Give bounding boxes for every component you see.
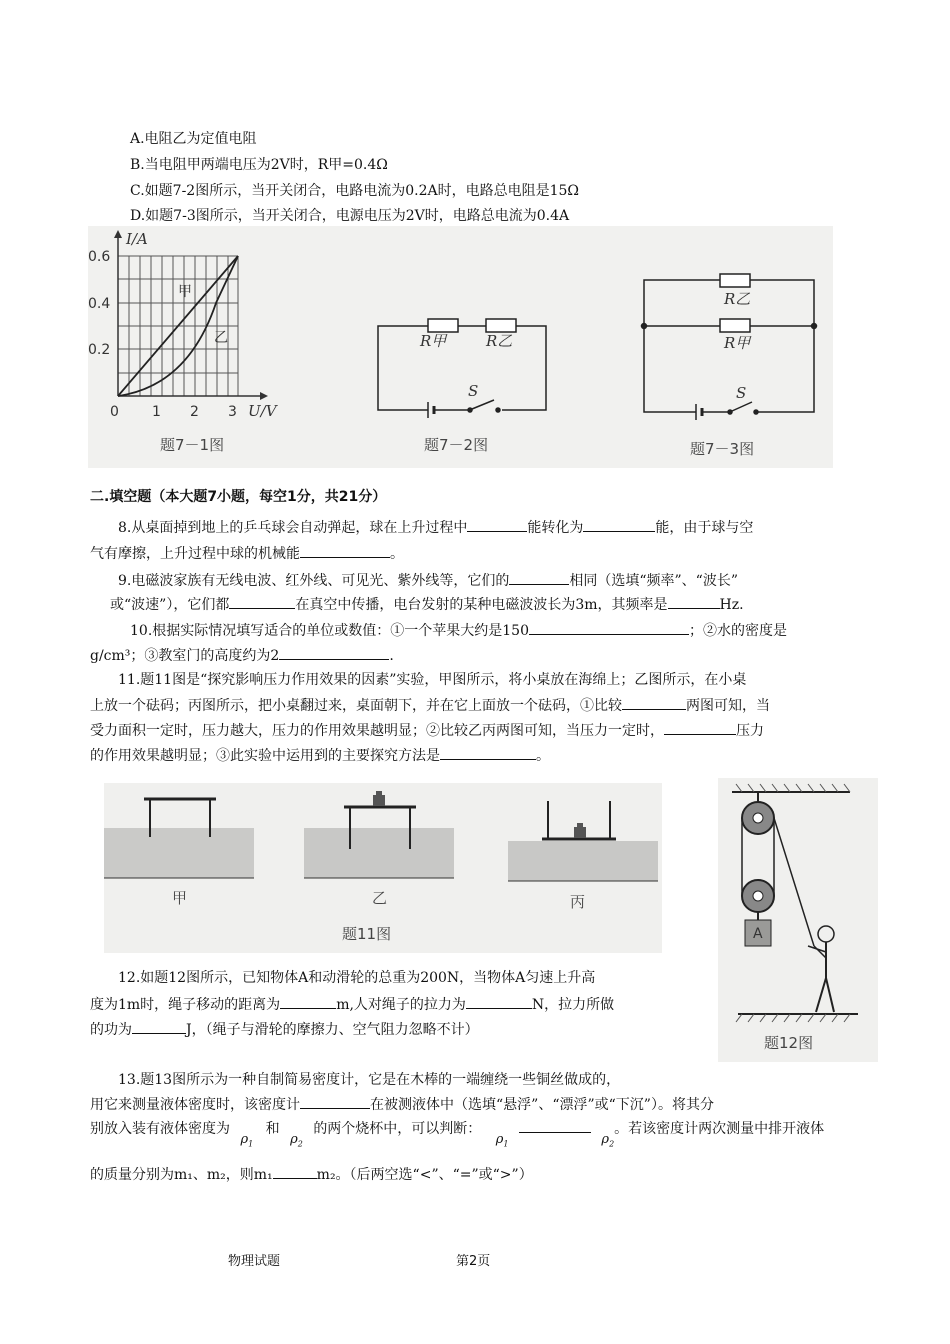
graph-xtick: 3 [228,404,237,420]
section-title: 二.填空题（本大题7小题，每空1分，共21分） [90,489,387,505]
option-c: C.如题7-2图所示，当开关闭合，电路电流为0.2A时，电路总电阻是15Ω [130,183,580,199]
graph-ylabel: I/A [126,230,148,248]
option-a: A.电阻乙为定值电阻 [130,131,257,147]
question-12-line-2: 度为1m时，绳子移动的距离为 m,人对绳子的拉力为 N，拉力所做 [90,994,614,1015]
label-r-jia: R甲 [724,334,751,352]
question-11-line-2: 上放一个砝码；丙图所示，把小桌翻过来，桌面朝下，并在它上面放一个砝码，①比较 两图可知，当 [90,695,770,716]
question-9-line-1: 9.电磁波家族有无线电波、红外线、可见光、紫外线等，它们的 相同（选填“频率”、“波长” [118,570,738,591]
question-8-line-1: 8.从桌面掉到地上的乒乓球会自动弹起，球在上升过程中 能转化为 能，由于球与空 [118,517,753,538]
question-13-line-1: 13.题13图所示为一种自制简易密度计，它是在木棒的一端缠绕一些铜丝做成的， [118,1072,621,1088]
graph-ytick: 0.4 [88,296,111,312]
fig11-label-bing: 丙 [570,893,586,911]
block-a-label: A [753,926,763,942]
label-switch: S [468,382,479,400]
question-10-line-1: 10.根据实际情况填写适合的单位或数值：①一个苹果大约是150 ；②水的密度是 [130,620,787,641]
graph-xtick: 2 [190,404,199,420]
option-d: D.如题7-3图所示，当开关闭合，电源电压为2V时，电路总电流为0.4A [130,208,570,224]
label-r-yi: R乙 [486,332,513,350]
question-11-line-1: 11.题11图是“探究影响压力作用效果的因素”实验，甲图所示，将小桌放在海绵上；乙图所示，在小桌 [118,672,747,688]
graph-xlabel: U/V [248,402,277,420]
figure-7-3-caption: 题7－3图 [690,440,755,458]
question-13-line-2: 用它来测量液体密度时，该密度计 在被测液体中（选填“悬浮”、“漂浮”或“下沉”）。将其分 [90,1094,714,1115]
figure-7-2-caption: 题7－2图 [424,436,489,454]
footer-subject: 物理试题 [228,1254,281,1269]
question-10-line-2: g/cm³；③教室门的高度约为2 . [90,645,394,666]
question-13-line-3: 别放入装有液体密度为 $\rho_1$ 和 $\rho_2$ 的两个烧杯中，可以判断： $\rho_1$ $\rho_2$。若该密度计两次测量中排开液体 [90,1118,824,1145]
question-12-line-3: 的功为 J，（绳子与滑轮的摩擦力、空气阻力忽略不计） [90,1019,479,1040]
figure-11 [104,783,662,953]
footer-page-number: 第2页 [456,1254,491,1269]
question-8-line-2: 气有摩擦，上升过程中球的机械能 。 [90,543,404,564]
curve-label-jia: 甲 [178,284,192,300]
graph-ytick: 0.2 [88,342,111,358]
figure-12 [718,778,878,1062]
figure-7-1-caption: 题7－1图 [160,436,225,454]
figure-12-caption: 题12图 [764,1034,814,1052]
figure-11-caption: 题11图 [342,925,392,943]
question-11-line-3: 受力面积一定时，压力越大，压力的作用效果越明显；②比较乙丙两图可知，当压力一定时， 压力 [90,720,764,741]
question-13-line-4: 的质量分别为m₁、m₂，则m₁ m₂。（后两空选“<”、“=”或“>”） [90,1164,533,1185]
curve-label-yi: 乙 [214,330,228,346]
label-r-yi: R乙 [724,290,751,308]
graph-xtick: 0 [110,404,119,420]
figure-7 [88,226,833,468]
fig11-label-jia: 甲 [172,889,188,907]
question-11-line-4: 的作用效果越明显；③此实验中运用到的主要探究方法是 。 [90,745,550,766]
label-switch: S [736,384,747,402]
graph-xtick: 1 [152,404,161,420]
option-b: B.当电阻甲两端电压为2V时，R甲=0.4Ω [130,157,388,173]
fig11-label-yi: 乙 [372,889,388,907]
question-12-line-1: 12.如题12图所示，已知物体A和动滑轮的总重为200N，当物体A匀速上升高 [118,970,596,986]
label-r-jia: R甲 [420,332,447,350]
question-9-line-2: 或“波速”），它们都 在真空中传播，电台发射的某种电磁波波长为3m，其频率是 Hz. [110,594,744,615]
graph-ytick: 0.6 [88,249,111,265]
